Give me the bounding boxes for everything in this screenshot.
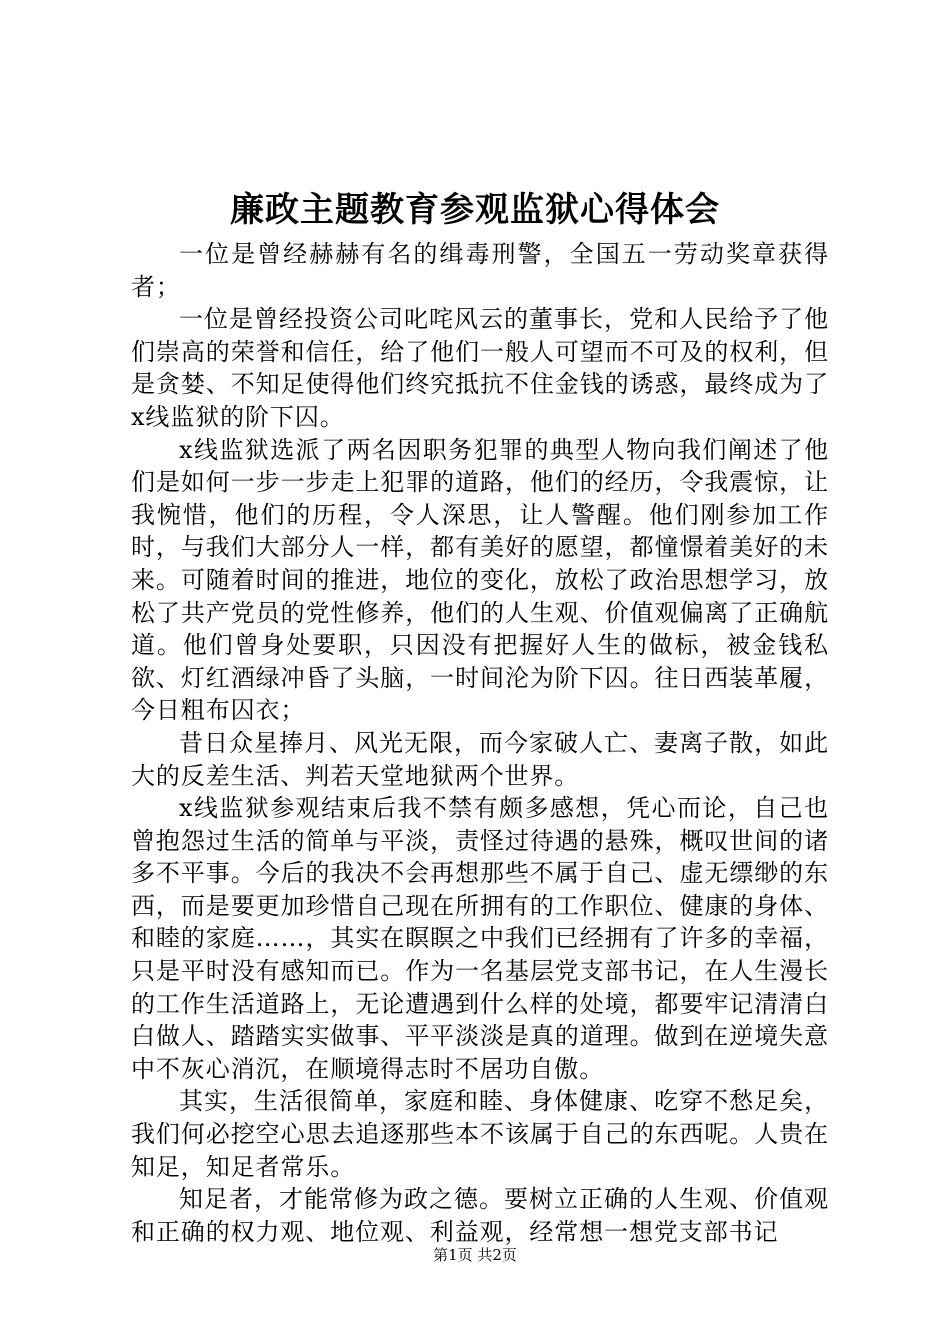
paragraph-5: x线监狱参观结束后我不禁有颇多感想，凭心而论，自己也曾抱怨过生活的简单与平淡，责怪过待遇的悬殊，概叹世间的诸多不平事。今后的我决不会再想那些不属于自己、虚无缥缈的东西，而是要更加珍惜自己现在所拥有的工作职位、健康的身体、和睦的家庭……，其实在瞑瞑之中我们已经拥有了许多的幸福，只是平时没有感知而已。作为一名基层党支部书记，在人生漫长的工作生活道路上，无论遭遇到什么样的处境，都要牢记清清白白做人、踏踏实实做事、平平淡淡是真的道理。做到在逆境失意中不灰心消沉，在顺境得志时不居功自傲。 bbox=[131, 794, 829, 1083]
document-body bbox=[131, 238, 829, 1248]
paragraph-7: 知足者，才能常修为政之德。要树立正确的人生观、价值观和正确的权力观、地位观、利益观，经常想一想党支部书记 bbox=[131, 1185, 829, 1246]
paragraph-4: 昔日众星捧月、风光无限，而今家破人亡、妻离子散，如此大的反差生活、判若天堂地狱两个世界。 bbox=[131, 728, 829, 790]
paragraph-1: 一位是曾经赫赫有名的缉毒刑警，全国五一劳动奖章获得者； bbox=[131, 240, 829, 301]
paragraph-2: 一位是曾经投资公司叱咤风云的董事长，党和人民给予了他们崇高的荣誉和信任，给了他们一般人可望而不可及的权利，但是贪婪、不知足使得他们终究抵抗不住金钱的诱惑，最终成为了x线监狱的阶下囚。 bbox=[131, 305, 829, 431]
page-number-footer: 第1页 共2页 bbox=[433, 1246, 517, 1264]
paragraph-3: x线监狱选派了两名因职务犯罪的典型人物向我们阐述了他们是如何一步一步走上犯罪的道路，他们的经历，令我震惊，让我惋惜，他们的历程，令人深思，让人警醒。他们刚参加工作时，与我们大部分人一样，都有美好的愿望，都憧憬着美好的未来。可随着时间的推进，地位的变化，放松了政治思想学习，放松了共产党员的党性修养，他们的人生观、价值观偏离了正确航道。他们曾身处要职，只因没有把握好人生的做标，被金钱私欲、灯红酒绿冲昏了头脑，一时间沦为阶下囚。往日西装革履，今日粗布囚衣； bbox=[131, 435, 829, 725]
document-title: 廉政主题教育参观监狱心得体会 bbox=[230, 190, 720, 230]
paragraph-6: 其实，生活很简单，家庭和睦、身体健康、吃穿不愁足矣，我们何必挖空心思去追逐那些本不该属于自己的东西呢。人贵在知足，知足者常乐。 bbox=[131, 1087, 829, 1181]
